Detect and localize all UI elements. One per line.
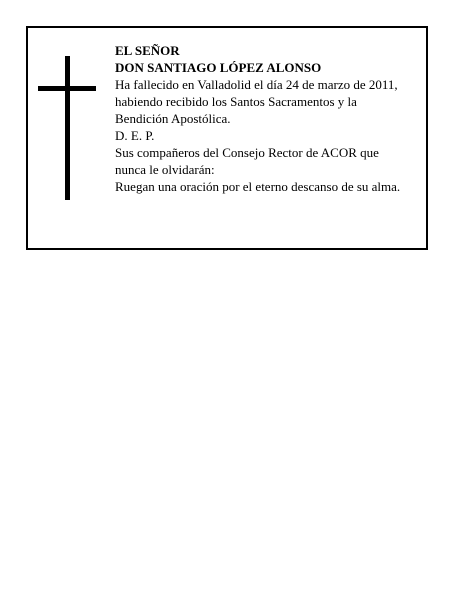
notice-rip: D. E. P. bbox=[115, 128, 155, 143]
notice-prayer-request: Ruegan una oración por el eterno descanso de su alma. bbox=[115, 179, 401, 194]
cross-horizontal-bar bbox=[38, 86, 96, 91]
notice-text bbox=[115, 42, 420, 195]
notice-body-line-3: Bendición Apostólica. bbox=[115, 111, 231, 126]
cross-vertical-bar bbox=[65, 56, 70, 200]
obituary-notice bbox=[26, 26, 428, 250]
notice-mourners-line-2: nunca le olvidarán: bbox=[115, 162, 215, 177]
notice-title-honorific: EL SEÑOR bbox=[115, 43, 180, 58]
cross-icon bbox=[38, 56, 96, 200]
notice-title-name: DON SANTIAGO LÓPEZ ALONSO bbox=[115, 60, 322, 75]
notice-mourners-line-1: Sus compañeros del Consejo Rector de ACOR que bbox=[115, 145, 379, 160]
notice-body-line-2: habiendo recibido los Santos Sacramentos y la bbox=[115, 94, 357, 109]
notice-body-line-1: Ha fallecido en Valladolid el día 24 de marzo de 2011, bbox=[115, 77, 398, 92]
